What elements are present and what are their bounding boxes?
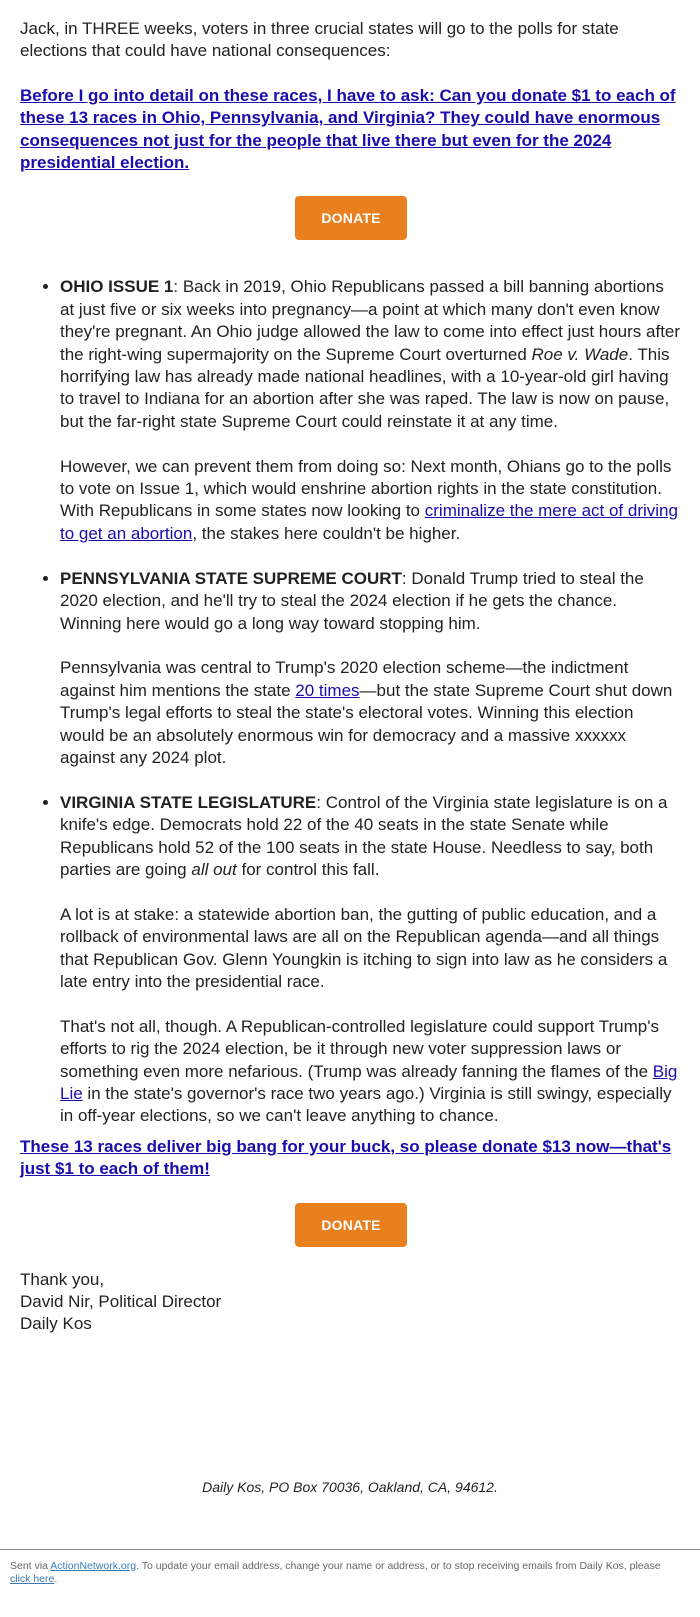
pa-paragraph-2 <box>60 657 682 769</box>
va-heading: VIRGINIA STATE LEGISLATURE <box>60 792 317 812</box>
lead-donate-link[interactable]: Before I go into detail on these races, I have to ask: Can you donate $1 to each of these 13 races in Ohio, Pennsylvania, and Virginia? They could have enormous consequences not just for the people that live there but even for the 2024 presidential election. <box>20 85 676 173</box>
va-paragraph-2: A lot is at stake: a statewide abortion ban, the gutting of public education, and a rollback of environmental laws are all on the Republican agenda—and all things that Republican Gov. Glenn Youngkin is itching to sign into law as he considers a late entry into the presidential race. <box>60 904 668 991</box>
signoff-thanks: Thank you, <box>20 1269 105 1289</box>
twenty-times-link[interactable]: 20 times <box>295 680 360 700</box>
email-body <box>20 18 682 1336</box>
intro-text: Jack, in THREE weeks, voters in three crucial states will go to the polls for state elections that could have national consequences: <box>20 19 619 61</box>
footer-end: . <box>54 1573 58 1585</box>
actionnetwork-link[interactable]: ActionNetwork.org <box>50 1560 137 1572</box>
donate-button-top[interactable]: DONATE <box>295 196 407 240</box>
donate-row-top <box>20 196 682 240</box>
footer-divider <box>0 1549 700 1550</box>
ohio-heading: OHIO ISSUE 1 <box>60 277 174 297</box>
closing-donate-link[interactable]: These 13 races deliver big bang for your buck, so please donate $13 now—that's just $1 to each of them! <box>20 1136 672 1179</box>
va-text-3b: in the state's governor's race two years ago.) Virginia is still swingy, especially in off-year elections, so we can't leave anything to chance. <box>60 1083 672 1126</box>
footer-sent-via: Sent via <box>10 1560 51 1572</box>
race-list <box>20 276 682 1127</box>
pa-text-2b: —but the state Supreme Court shut down Trump's legal efforts to steal the state's electoral votes. Winning this election would be an absolutely enormous win for democracy and a massive xxxxxx against any 2024 plot. <box>60 680 673 767</box>
va-text-1b: for control this fall. <box>236 859 380 879</box>
ohio-paragraph-2 <box>60 456 682 546</box>
ohio-paragraph-1 <box>60 276 682 433</box>
list-item-pennsylvania <box>60 568 682 770</box>
signoff-name: David Nir, Political Director <box>20 1292 222 1311</box>
list-item-ohio <box>60 276 682 545</box>
footer-text: . To update your email address, change your name or address, or to stop receiving emails from Daily Kos, please <box>136 1560 661 1572</box>
ohio-text-roe: Roe v. Wade <box>531 344 629 364</box>
pa-text-1: : Donald Trump tried to steal the 2020 election, and he'll try to steal the 2024 election if he gets the chance. Winning here would go a long way toward stopping him. <box>60 568 644 633</box>
va-text-3a: That's not all, though. A Republican-controlled legislature could support Trump's efforts to rig the 2024 election, be it through new voter suppression laws or something even more nefarious. (Trump was already fanning the flames of the <box>60 1016 660 1081</box>
pa-text-2a: Pennsylvania was central to Trump's 2020 election scheme—the indictment against him mentions the state <box>60 658 629 700</box>
signoff-org: Daily Kos <box>20 1314 92 1334</box>
unsubscribe-link[interactable]: click here <box>10 1573 55 1585</box>
big-lie-link[interactable]: Big Lie <box>60 1061 678 1103</box>
va-paragraph-3 <box>60 1016 682 1128</box>
signature-block <box>20 1269 682 1336</box>
pa-paragraph-1 <box>60 568 682 635</box>
email-footer <box>10 1560 675 1586</box>
pa-heading: PENNSYLVANIA STATE SUPREME COURT <box>60 568 402 588</box>
va-paragraph-1 <box>60 792 682 882</box>
ohio-text-2a: However, we can prevent them from doing so: Next month, Ohians go to the polls to vote on Issue 1, which would enshrine abortion rights in the state constitution. With Republicans in some states now looking to <box>60 456 672 521</box>
criminalize-link[interactable]: criminalize the mere act of driving to get an abortion <box>60 501 678 543</box>
mailing-address: Daily Kos, PO Box 70036, Oakland, CA, 94612. <box>202 1479 498 1495</box>
donate-row-bottom <box>20 1203 682 1247</box>
va-text-all-out: all out <box>191 859 237 879</box>
ohio-text-1b: . This horrifying law has already made national headlines, with a 10-year-old girl having to travel to Indiana for an abortion after she was raped. The law is now on pause, but the far-right state Supreme Court could reinstate it at any time. <box>60 344 670 431</box>
va-text-1a: : Control of the Virginia state legislature is on a knife's edge. Democrats hold 22 of the 40 seats in the state Senate while Republicans hold 52 of the 100 seats in the state House. Needless to say, both parties are going <box>60 792 668 879</box>
ohio-text-2b: , the stakes here couldn't be higher. <box>192 523 461 543</box>
donate-button-bottom[interactable]: DONATE <box>295 1203 407 1247</box>
ohio-text-1a: : Back in 2019, Ohio Republicans passed a bill banning abortions at just five or six weeks into pregnancy—a point at which many don't even know they're pregnant. An Ohio judge allowed the law to come into effect just hours after the right-wing supermajority on the Supreme Court overturned <box>60 277 681 364</box>
list-item-virginia <box>60 792 682 1128</box>
